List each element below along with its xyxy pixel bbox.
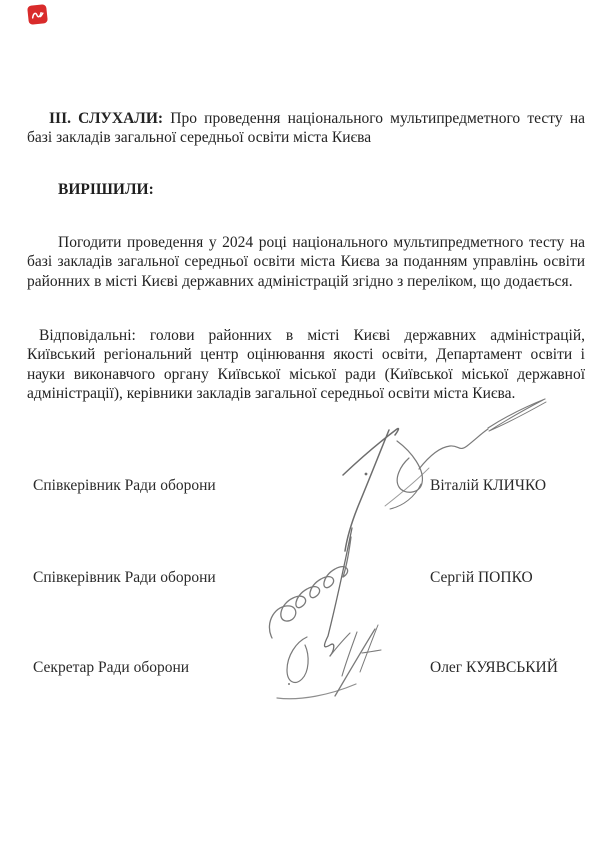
signer-name: Олег КУЯВСЬКИЙ: [430, 659, 558, 676]
red-stamp-glyph: [29, 6, 45, 22]
heard-paragraph: [27, 109, 585, 148]
decided-paragraph: Погодити проведення у 2024 році національного мультипредметного тесту на базі закладів загальної середньої освіти міста Києва за поданням управлінь освіти районних в місті Києві державних адміністрацій згідно з переліком, що додається.: [27, 233, 585, 290]
signature-row: [0, 659, 608, 681]
signer-name: Сергій ПОПКО: [430, 569, 533, 586]
decided-heading: ВИРІШИЛИ:: [58, 181, 154, 198]
red-stamp-icon: [27, 4, 48, 25]
signer-role: Секретар Ради оборони: [33, 659, 190, 676]
responsible-paragraph: Відповідальні: голови районних в місті Києві державних адміністрацій, Київський регіональний центр оцінювання якості освіти, Департамент освіти і науки виконавчого органу Київської міської ради (Київської міської державної адміністрації), керівники закладів загальної середньої освіти міста Києва.: [27, 326, 585, 402]
signer-role: Співкерівник Ради оборони: [33, 477, 216, 494]
signature-row: [0, 569, 608, 591]
heard-label: ІІІ. СЛУХАЛИ:: [49, 109, 164, 127]
signer-role: Співкерівник Ради оборони: [33, 569, 216, 586]
signature-row: [0, 477, 608, 499]
heard-text: Про проведення національного мультипредметного тесту на базі закладів загальної середньої освіти міста Києва: [27, 109, 586, 146]
signer-name: Віталій КЛИЧКО: [430, 477, 547, 494]
